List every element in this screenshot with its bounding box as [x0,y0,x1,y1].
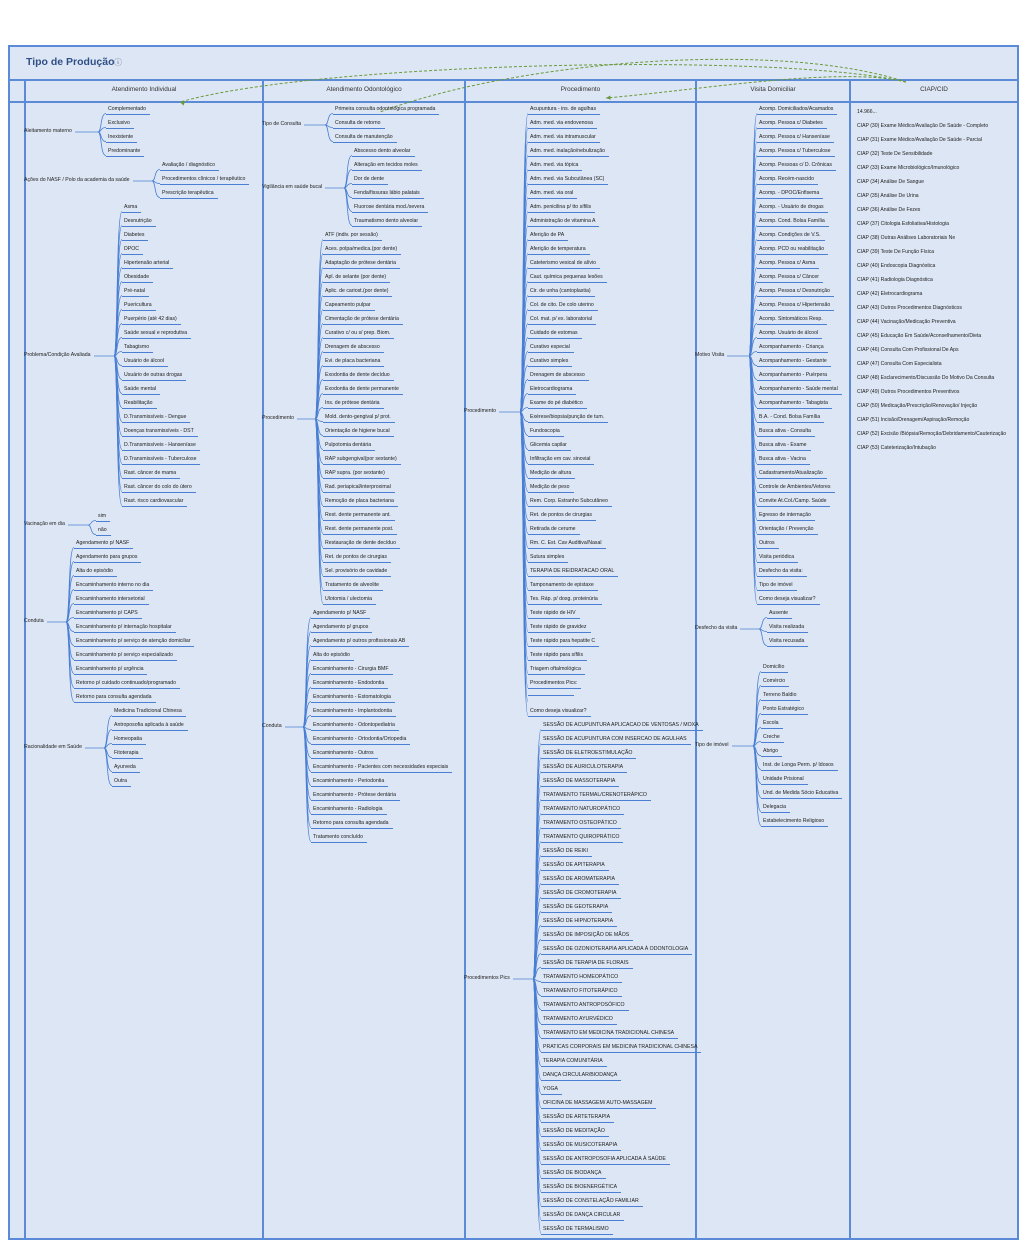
list-item[interactable]: Egresso de internação [757,512,815,521]
list-item[interactable]: Busca ativa - Vacina [757,456,810,465]
list-item[interactable]: Busca ativa - Consulta [757,428,815,437]
list-item[interactable]: Encaminhamento - Pacientes com necessidades especiais [311,764,452,773]
list-item[interactable]: OFICINA DE MASSAGEM/ AUTO-MASSAGEM [541,1100,656,1109]
list-item[interactable]: Convite At.Col./Camp. Saúde [757,498,830,507]
list-item[interactable]: Busca ativa - Exame [757,442,811,451]
list-item[interactable]: Ret. de pontos de cirurgias [528,512,596,521]
list-item[interactable]: Acompanhamento - Saúde mental [757,386,842,395]
list-item[interactable]: Controle de Ambientes/Vetores [757,484,835,493]
list-item[interactable]: Pré-natal [122,288,149,297]
list-item[interactable]: Encaminhamento - Radiologia [311,806,387,815]
list-item[interactable]: Terreno Baldio [761,692,800,701]
list-item[interactable]: SESSÃO DE GEOTERAPIA [541,904,612,913]
list-item[interactable]: TRATAMENTO NATUROPÁTICO [541,806,624,815]
list-item[interactable]: RAP supra. (por sextante) [323,470,389,479]
list-item[interactable]: Rem. Corp. Estranho Subcutâneo [528,498,612,507]
list-item[interactable]: Saúde sexual e reprodutiva [122,330,191,339]
list-item[interactable]: Homeopatia [112,736,146,745]
list-item[interactable]: Evi. de placa bacteriana [323,358,384,367]
list-item[interactable]: TRATAMENTO HOMEOPÁTICO [541,974,622,983]
list-item[interactable]: Agendamento para grupos [74,554,141,563]
list-item[interactable]: Acomp. Pessoa c/ Câncer [757,274,823,283]
list-item[interactable]: Escola [761,720,783,729]
list-item[interactable] [528,694,574,696]
list-item[interactable]: Acomp. Pessoas c/ D. Crônicas [757,162,836,171]
list-item[interactable]: TERAPIA DE REIDRATACAO ORAL [528,568,618,577]
list-item[interactable]: Col. mat. p/ ex. laboratorial [528,316,596,325]
list-item[interactable]: TERAPIA COMUNITÁRIA [541,1058,607,1067]
ciap-item: CIAP (50) Medicação/Prescrição/Renovação/ Injeção [857,403,978,409]
list-item[interactable]: TRATAMENTO OSTEOPÁTICO [541,820,621,829]
list-item[interactable]: PRATICAS CORPORAIS EM MEDICINA TRADICIONAL CHINESA [541,1044,701,1053]
category-label: Racionalidade em Saúde [24,744,82,750]
ciap-item: CIAP (44) Vacinação/Medicação Preventiva [857,319,956,325]
list-item[interactable]: SESSÃO DE AROMATERAPIA [541,876,619,885]
list-item[interactable]: Medição de altura [528,470,575,479]
list-item[interactable]: Drenagem de abscesso [528,372,589,381]
list-item[interactable]: Tratamento concluído [311,834,367,843]
list-item[interactable]: SESSÃO DE ACUPUNTURA APLICACAO DE VENTOSAS / MOXA [541,722,703,731]
list-item[interactable]: Traumatismo dento alveolar [352,218,422,227]
list-item[interactable]: Retorno para consulta agendada [311,820,393,829]
list-item[interactable]: Retorno para consulta agendada [74,694,156,703]
category-label: Tipo de Consulta [262,121,302,127]
category-label: Vigilância em saúde bucal [262,184,323,190]
list-item[interactable]: Curativo simples [528,358,572,367]
column-header-visita-domiciliar: Visita Domiciliar [750,86,796,93]
column-header-ciap-cid: CIAP/CID [920,86,948,93]
list-item[interactable]: Alteração em tecidos moles [352,162,422,171]
list-item[interactable]: Consulta de retorno [333,120,385,129]
list-item[interactable]: Avaliação / diagnóstico [160,162,219,171]
list-item[interactable]: Diabetes [122,232,148,241]
list-item[interactable]: Puericultura [122,302,156,311]
column-divider [695,79,697,1238]
column-divider [849,79,851,1238]
list-item[interactable]: Caut. química pequenas lesões [528,274,607,283]
list-item[interactable]: Infiltração em cav. sinovial [528,456,594,465]
ciap-item: CIAP (34) Análise De Sangue [857,179,925,185]
list-item[interactable]: Tipo de imóvel [757,582,797,591]
list-item[interactable]: Prescrição terapêutica [160,190,218,199]
list-item[interactable]: Encaminhamento p/ CAPS [74,610,142,619]
list-item[interactable]: Usuário de outras drogas [122,372,186,381]
list-item[interactable]: TRATAMENTO ANTROPOSÓFICO [541,1002,629,1011]
ciap-item: CIAP (39) Teste De Função Física [857,249,935,255]
list-item[interactable]: TRATAMENTO QUIROPRÁTICO [541,834,623,843]
ciap-item: CIAP (51) Incisão/Drenagem/Aspiração/Remoção [857,417,970,423]
list-item[interactable]: Tamponamento de epistaxe [528,582,598,591]
list-item[interactable]: Triagem oftalmológica [528,666,585,675]
list-item[interactable]: Visita recusada [767,638,808,647]
column-header-atendimento-individual: Atendimento Individual [111,86,177,93]
list-item[interactable]: Adm. med. via Subcutânea (SC) [528,176,608,185]
list-item[interactable]: Ret. de pontos de cirurgias [323,554,391,563]
list-item[interactable]: SESSÃO DE AURICULOTERAPIA [541,764,627,773]
column-divider [24,79,26,1238]
ciap-item: CIAP (35) Análise De Urina [857,193,919,199]
ciap-item: CIAP (52) Excisão /Biópsia/Remoção/Debridamento/Cauterização [857,431,1007,437]
list-item[interactable]: Acompanhamento - Gestante [757,358,831,367]
list-item[interactable]: Cuidado de estomas [528,330,582,339]
list-item[interactable]: Encaminhamento p/ urgência [74,666,147,675]
list-item[interactable]: SESSÃO DE CONSTELAÇÃO FAMILIAR [541,1198,643,1207]
list-item[interactable]: Sel. provisório de cavidade [323,568,391,577]
list-item[interactable]: TRATAMENTO TERMAL/CRENOTERÁPICO [541,792,651,801]
list-item[interactable]: Acomp. - Usuário de drogas [757,204,828,213]
list-item[interactable]: Fenda/fissuras lábio palatais [352,190,424,199]
ciap-item: CIAP (40) Endoscopia Diagnóstica [857,263,936,269]
list-item[interactable]: Abscesso dento alveolar [352,148,415,157]
list-item[interactable]: SESSÃO DE BIOENERGÉTICA [541,1184,621,1193]
list-item[interactable]: Sutura simples [528,554,568,563]
list-item[interactable]: Curativo especial [528,344,574,353]
list-item[interactable]: Asma [122,204,141,213]
ciap-item: CIAP (43) Outros Procedimentos Diagnósticos [857,305,962,311]
list-item[interactable]: Inst. de Longa Perm. p/ Idosos [761,762,838,771]
ciap-item: CIAP (32) Teste De Sensibilidade [857,151,933,157]
ciap-item: CIAP (47) Consulta Com Especialista [857,361,942,367]
list-item[interactable]: Acomp. Pessoa c/ Tuberculose [757,148,835,157]
list-item[interactable]: Saúde mental [122,386,160,395]
list-item[interactable]: Orientação de higiene bucal [323,428,394,437]
list-item[interactable]: Complementado [106,106,150,115]
list-item[interactable]: Adm. med. inalação/nebulização [528,148,609,157]
list-item[interactable]: Rm. C. Est. Cav Auditiva/Nasal [528,540,606,549]
list-item[interactable]: Tratamento de alveolite [323,582,383,591]
ciap-item: CIAP (33) Exame Microbiológico/Imunológico [857,165,960,171]
list-item[interactable]: Adm. med. via intramuscular [528,134,600,143]
ciap-item: CIAP (30) Exame Médico/Avaliação De Saúde - Completo [857,123,989,129]
list-item[interactable]: Fitoterapia [112,750,143,759]
list-item[interactable]: SESSÃO DE CROMOTERAPIA [541,890,621,899]
list-item[interactable]: Restauração de dente decíduo [323,540,400,549]
list-item[interactable]: Acomp. Pessoa c/ Hanseníase [757,134,834,143]
list-item[interactable]: Alta do episódio [311,652,354,661]
list-item[interactable]: SESSÃO DE ARTETERAPIA [541,1114,614,1123]
list-item[interactable]: Acomp. Pessoa c/ Hipertensão [757,302,834,311]
list-item[interactable]: Teste rápido para sífilis [528,652,587,661]
category-label: Problema/Condição Avaliada [24,352,91,358]
category-label: Ações do NASF / Polo da academia da saúde [24,177,130,183]
list-item[interactable]: Adm. med. via tópica [528,162,582,171]
ciap-item: CIAP (48) Esclarecimento/Discussão Do Motivo Da Consulta [857,375,995,381]
list-item[interactable]: Rest. dente permanente ant. [323,512,395,521]
list-item[interactable]: Como deseja visualizar? [757,596,820,605]
list-item[interactable]: Rest. dente permanente post. [323,526,397,535]
list-item[interactable]: Acomp. Condições de V.S. [757,232,825,241]
ciap-item: CIAP (46) Consulta Com Profissional De Aps [857,347,959,353]
list-item[interactable]: SESSÃO DE ELETROESTIMULAÇÃO [541,750,636,759]
category-label: Conduta [262,723,282,729]
list-item[interactable]: Aferição de temperatura [528,246,590,255]
list-item[interactable]: Acomp. Sintomáticos Resp. [757,316,827,325]
list-item[interactable]: Abrigo [761,748,782,757]
list-item[interactable]: Curativo c/ ou s/ prep. Biom. [323,330,394,339]
list-item[interactable]: Retorno p/ cuidado continuado/programado [74,680,180,689]
ciap-item: 14.966... [857,109,877,115]
list-item[interactable]: Acomp. Recém-nascido [757,176,818,185]
list-item[interactable]: Hipertensão arterial [122,260,173,269]
list-item[interactable]: Glicemia capilar [528,442,571,451]
list-item[interactable]: Remoção de placa bacteriana [323,498,398,507]
list-item[interactable]: Encaminhamento interno no dia [74,582,153,591]
ciap-item: CIAP (45) Educação Em Saúde/Aconselhamento/Dieta [857,333,982,339]
list-item[interactable]: Encaminhamento - Prótese dentária [311,792,400,801]
list-item[interactable]: Delegacia [761,804,790,813]
column-header-row [10,79,1017,103]
list-item[interactable]: Ayurveda [112,764,140,773]
page-title: Tipo de Produção [26,56,115,68]
list-item[interactable]: Encaminhamento - Periodontia [311,778,388,787]
list-item[interactable]: Encaminhamento - Outros [311,750,378,759]
ciap-item: CIAP (38) Outras Análises Laboratoriais Ne [857,235,956,241]
category-label: Tipo de imóvel [695,742,729,748]
list-item[interactable]: sim [96,513,110,522]
list-item[interactable]: TRATAMENTO FITOTERÁPICO [541,988,622,997]
list-item[interactable]: Doenças transmissíveis - DST [122,428,198,437]
list-item[interactable]: Ponto Estratégico [761,706,808,715]
list-item[interactable]: Outros [757,540,779,549]
ciap-item: CIAP (37) Citologia Esfoliativa/Histologia [857,221,949,227]
list-item[interactable]: Primeira consulta odontológica programada [333,106,439,115]
column-divider [262,79,264,1238]
list-item[interactable]: Aferição de PA [528,232,568,241]
list-item[interactable]: SESSÃO DE IMPOSIÇÃO DE MÃOS [541,932,633,941]
category-label: Vacinação em dia [24,521,65,527]
list-item[interactable]: Ulotomia / ulectomia [323,596,376,605]
list-item[interactable]: DANÇA CIRCULAR/BIODANÇA [541,1072,621,1081]
list-item[interactable]: Cateterismo vesical de alívio [528,260,600,269]
list-item[interactable]: Drenagem de abscesso [323,344,384,353]
list-item[interactable]: Medicina Tradicional Chinesa [112,708,186,717]
list-item[interactable]: Orientação / Prevenção [757,526,818,535]
list-item[interactable]: Acomp. Pessoa c/ Diabetes [757,120,827,129]
list-item[interactable]: Consulta de manutenção [333,134,397,143]
list-item[interactable]: Acomp. - DPOC/Enfisema [757,190,823,199]
list-item[interactable]: Acomp. Usuário de álcool [757,330,822,339]
category-label: Procedimento [262,415,295,421]
list-item[interactable]: SESSÃO DE TERAPIA DE FLORAIS [541,960,633,969]
category-label: Procedimentos Pics [464,975,510,981]
list-item[interactable]: D.Transmissíveis - Hanseníase [122,442,200,451]
category-label: Conduta [24,618,44,624]
list-item[interactable]: SESSÃO DE ANTROPOSOFIA APLICADA À SAÚDE [541,1156,670,1165]
column-header-procedimento: Procedimento [560,86,601,93]
list-item[interactable]: Obesidade [122,274,153,283]
list-item[interactable]: D.Transmissíveis - Dengue [122,414,190,423]
list-item[interactable]: Acomp. Pessoa c/ Desnutrição [757,288,834,297]
list-item[interactable]: Como deseja visualizar? [528,708,591,717]
list-item[interactable]: Outra [112,778,131,787]
list-item[interactable]: Exame do pé diabético [528,400,587,409]
list-item[interactable]: não [96,527,111,536]
info-icon[interactable]: ⓘ [114,58,122,67]
list-item[interactable]: Acomp. Cond. Bolsa Família [757,218,829,227]
list-item[interactable]: Encaminhamento - Cirurgia BMF [311,666,393,675]
list-item[interactable]: Rast. câncer do colo do útero [122,484,196,493]
ciap-item: CIAP (31) Exame Médico/Avaliação De Saúde - Parcial [857,137,982,143]
list-item[interactable]: Cimentação de prótese dentária [323,316,403,325]
list-item[interactable]: ATF (indiv. por sessão) [323,232,382,241]
list-item[interactable]: Exodontia de dente permanente [323,386,403,395]
list-item[interactable]: Acompanhamento - Tabagista [757,400,832,409]
list-item[interactable]: Pulpotomia dentária [323,442,375,451]
list-item[interactable]: Predominante [106,148,144,157]
list-item[interactable]: Acupuntura - ins. de agulhas [528,106,600,115]
list-item[interactable]: Acomp. PCD ou reabilitação [757,246,828,255]
list-item[interactable]: Encaminhamento p/ serviço especializado [74,652,177,661]
list-item[interactable]: Capeamento pulpar [323,302,375,311]
list-item[interactable]: Acomp. Domiciliados/Acamados [757,106,837,115]
list-item[interactable]: Medição de peso [528,484,574,493]
list-item[interactable]: Unidade Prisional [761,776,808,785]
ciap-item: CIAP (49) Outros Procedimentos Preventivos [857,389,960,395]
list-item[interactable]: SESSÃO DE BIODANÇA [541,1170,606,1179]
list-item[interactable]: Adaptação de prótese dentária [323,260,400,269]
list-item[interactable]: Col. de cito. De colo uterino [528,302,598,311]
category-label: Desfecho da visita [695,625,738,631]
list-item[interactable]: YOGA [541,1086,562,1095]
list-item[interactable]: Agendamento p/ outros profissionais AB [311,638,409,647]
list-item[interactable]: Rast. câncer de mama [122,470,180,479]
list-item[interactable]: Agendamento p/ NASF [74,540,133,549]
list-item[interactable]: Encaminhamento - Endodontia [311,680,388,689]
ciap-item: CIAP (41) Radiologia Diagnóstica [857,277,933,283]
list-item[interactable]: SESSÃO DE TERMALISMO [541,1226,613,1235]
ciap-item: CIAP (36) Análise De Fezes [857,207,921,213]
category-label: Motivo Visita [695,352,725,358]
list-item[interactable]: Fundoscopia [528,428,564,437]
list-item[interactable]: Teste rápido de HIV [528,610,580,619]
list-item[interactable]: Acompanhamento - Criança [757,344,828,353]
list-item[interactable]: Cir. de unha (cantoplastia) [528,288,595,297]
list-item[interactable]: Encaminhamento - Estomatologia [311,694,395,703]
list-item[interactable]: Encaminhamento p/ serviço de atenção domiciliar [74,638,194,647]
column-header-atendimento-odontologico: Atendimento Odontológico [326,86,402,93]
list-item[interactable]: Inexistente [106,134,137,143]
list-item[interactable]: Teste rápido para hepatite C [528,638,599,647]
list-item[interactable]: Administração de vitamina A [528,218,599,227]
list-item[interactable]: Acomp. Pessoa c/ Asma [757,260,819,269]
list-item[interactable]: RAP subgengival(por sextante) [323,456,401,465]
list-item[interactable]: Adm. med. via endovenosa [528,120,597,129]
list-item[interactable]: Adm. penicilina p/ tto sífilis [528,204,595,213]
list-item[interactable]: Rast. risco cardiovascular [122,498,187,507]
list-item[interactable]: TRATAMENTO EM MEDICINA TRADICIONAL CHINESA [541,1030,678,1039]
list-item[interactable]: Encaminhamento - Implantodontia [311,708,396,717]
list-item[interactable]: SESSÃO DE DANÇA CIRCULAR [541,1212,624,1221]
list-item[interactable]: Exodontia de dente decíduo [323,372,394,381]
list-item[interactable]: Reabilitação [122,400,157,409]
list-item[interactable]: Retirada de cerume [528,526,580,535]
list-item[interactable]: DPOC [122,246,143,255]
list-item[interactable]: Exclusivo [106,120,134,129]
list-item[interactable]: Alta do episódio [74,568,117,577]
list-item[interactable]: Usuário de álcool [122,358,168,367]
list-item[interactable]: D.Transmissíveis - Tuberculose [122,456,200,465]
list-item[interactable]: Encaminhamento - Ortodontia/Ortopedia [311,736,410,745]
list-item[interactable]: Visita realizada [767,624,808,633]
list-item[interactable]: Eletrocardiograma [528,386,576,395]
column-divider [464,79,466,1238]
list-item[interactable]: SESSÃO DE APITERAPIA [541,862,609,871]
list-item[interactable]: Agendamento p/ grupos [311,624,372,633]
ciap-item: CIAP (42) Eletrocardiograma [857,291,923,297]
list-item[interactable]: Estabelecimento Religioso [761,818,828,827]
list-item[interactable]: Puerpério (até 42 dias) [122,316,181,325]
list-item[interactable]: Tabagismo [122,344,153,353]
list-item[interactable]: Teste rápido de gravidez [528,624,591,633]
list-item[interactable]: SESSÃO DE HIPNOTERAPIA [541,918,617,927]
list-item[interactable]: Fluorose dentária mod./severa [352,204,428,213]
list-item[interactable]: Encaminhamento intersetorial [74,596,149,605]
list-item[interactable]: Aces. polpa/medica.(por dente) [323,246,401,255]
category-label: Procedimento [464,408,497,414]
list-item[interactable]: Exérese/biopsia/punção de tum. [528,414,608,423]
list-item[interactable]: Und. de Medida Sócio Educativa [761,790,842,799]
list-item[interactable]: Ins. de prótese dentária [323,400,384,409]
list-item[interactable]: Acompanhamento - Puérpera [757,372,831,381]
list-item[interactable]: Comércio [761,678,789,687]
list-item[interactable]: SESSÃO DE MASSOTERAPIA [541,778,619,787]
list-item[interactable]: Encaminhamento p/ internação hospitalar [74,624,176,633]
list-item[interactable]: Aplic. de cariost.(por dente) [323,288,392,297]
ciap-item: CIAP (53) Cateterização/Intubação [857,445,936,451]
list-item[interactable]: Apl. de selante (por dente) [323,274,390,283]
title-bar [10,47,1017,81]
list-item[interactable]: TRATAMENTO AYURVÉDICO [541,1016,617,1025]
list-item[interactable]: Rad. periapical/interproximal [323,484,395,493]
list-item[interactable]: Ausente [767,610,792,619]
list-item[interactable]: Cadastramento/Atualização [757,470,827,479]
list-item[interactable]: Desfecho da visita: [757,568,807,577]
list-item[interactable]: Desnutrição [122,218,156,227]
list-item[interactable]: SESSÃO DE OZONIOTERAPIA APLICADA À ODONTOLOGIA [541,946,692,955]
list-item[interactable]: Agendamento p/ NASF [311,610,370,619]
list-item[interactable]: Adm. med. via oral [528,190,577,199]
list-item[interactable]: B.A. - Cond. Bolsa Família [757,414,824,423]
list-item[interactable]: Encaminhamento - Odontopediatria [311,722,399,731]
category-label: Aleitamento materno [24,128,72,134]
list-item[interactable]: Visita periódica [757,554,798,563]
list-item[interactable]: Mold. dento-gengival p/ prot. [323,414,395,423]
list-item[interactable]: Tes. Ráp. p/ dosg. proteinúria [528,596,602,605]
list-item[interactable]: SESSÃO DE REIKI [541,848,592,857]
list-item[interactable]: SESSÃO DE MEDITAÇÃO [541,1128,609,1137]
list-item[interactable]: Domicílio [761,664,788,673]
list-item[interactable]: Creche [761,734,784,743]
list-item[interactable]: Antroposofia aplicada à saúde [112,722,188,731]
list-item[interactable]: Procedimentos Pics: [528,680,581,689]
list-item[interactable]: Procedimentos clínicos / terapêutico [160,176,249,185]
list-item[interactable]: Dor de dente [352,176,388,185]
list-item[interactable]: SESSÃO DE ACUPUNTURA COM INSERCAO DE AGULHAS [541,736,691,745]
list-item[interactable]: SESSÃO DE MUSICOTERAPIA [541,1142,621,1151]
